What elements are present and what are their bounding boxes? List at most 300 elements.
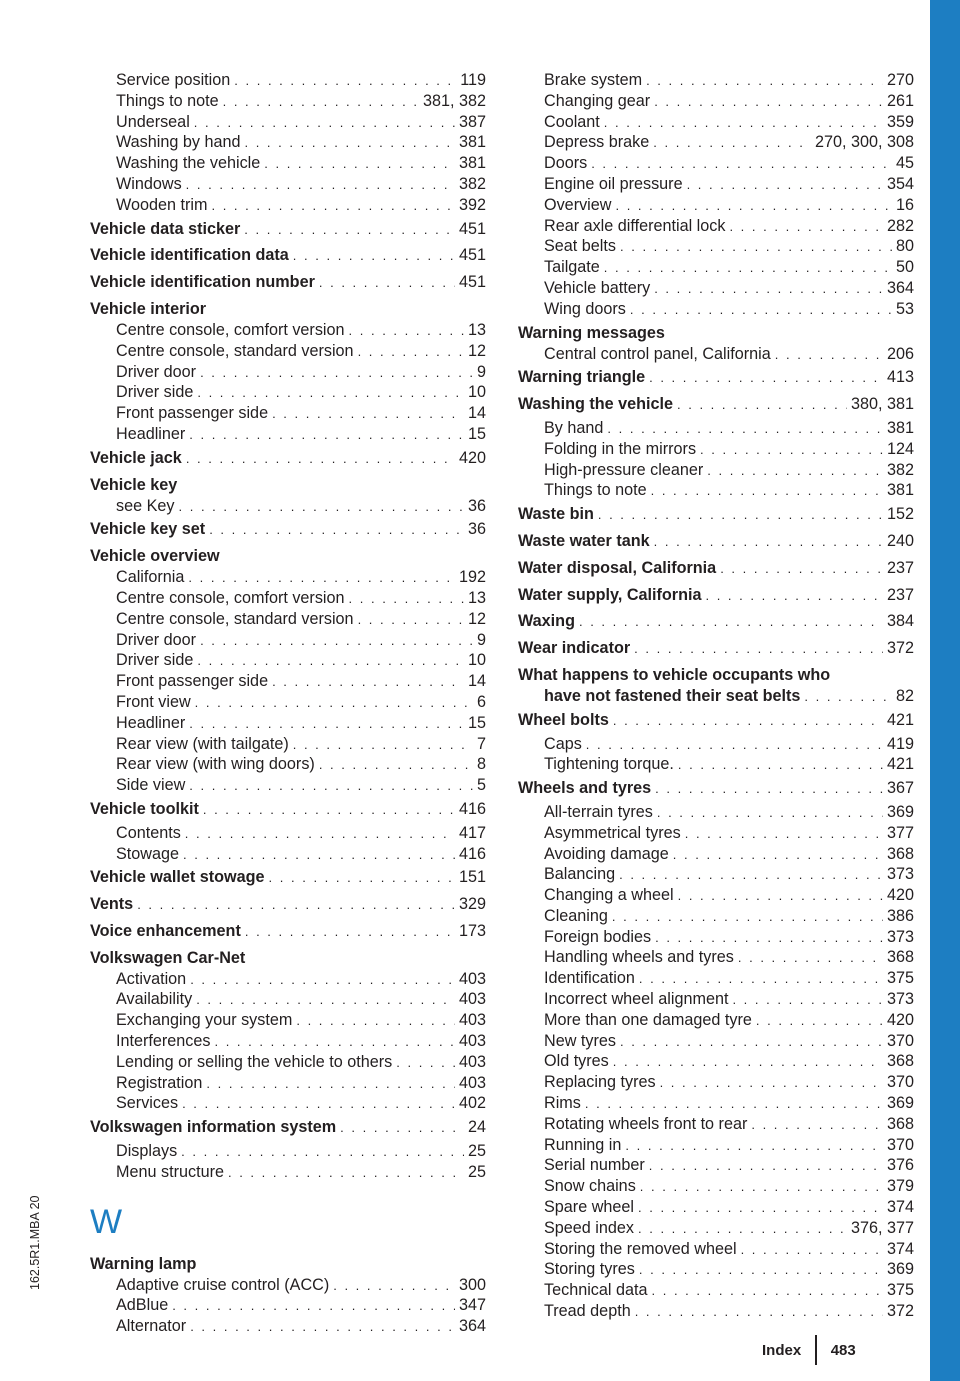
index-term: Exchanging your system bbox=[116, 1011, 293, 1030]
dot-leader bbox=[646, 71, 883, 91]
page-reference: 382 bbox=[458, 174, 486, 193]
index-subentry bbox=[90, 1295, 486, 1316]
index-term: Rear axle differential lock bbox=[544, 216, 726, 235]
index-term: Driver door bbox=[116, 630, 197, 649]
index-term: Changing a wheel bbox=[544, 886, 674, 905]
page-reference: 419 bbox=[886, 734, 914, 753]
index-subentry bbox=[518, 299, 914, 320]
page-reference: 387 bbox=[458, 112, 486, 131]
dot-leader bbox=[634, 639, 883, 660]
page-reference: 25 bbox=[467, 1142, 486, 1161]
dot-leader bbox=[655, 779, 883, 800]
page-reference: 413 bbox=[886, 368, 914, 387]
page-reference: 36 bbox=[467, 520, 486, 539]
index-subentry bbox=[518, 927, 914, 948]
dot-leader bbox=[660, 1073, 883, 1093]
index-subentry bbox=[90, 1093, 486, 1114]
index-term: Service position bbox=[116, 71, 231, 89]
page-reference: 25 bbox=[467, 1162, 486, 1181]
page-number: 483 bbox=[830, 1341, 856, 1359]
index-subentry bbox=[90, 775, 486, 796]
index-term: Depress brake bbox=[544, 133, 650, 152]
page-reference: 451 bbox=[458, 273, 486, 292]
index-subentry bbox=[518, 1135, 914, 1156]
dot-leader bbox=[620, 1032, 883, 1052]
dot-leader bbox=[186, 449, 455, 470]
page-reference: 451 bbox=[458, 219, 486, 238]
index-term: Centre console, standard version bbox=[116, 609, 354, 628]
page-reference: 173 bbox=[458, 921, 486, 940]
index-subentry bbox=[90, 153, 486, 174]
page-reference: 375 bbox=[886, 969, 914, 988]
index-subentry bbox=[518, 1197, 914, 1218]
index-subentry bbox=[90, 362, 486, 383]
dot-leader bbox=[209, 520, 464, 541]
index-entry bbox=[518, 707, 914, 734]
index-term: Registration bbox=[116, 1073, 203, 1092]
dot-leader bbox=[654, 279, 883, 299]
index-term: Headliner bbox=[116, 713, 186, 732]
page-reference: 384 bbox=[886, 612, 914, 631]
dot-leader bbox=[673, 845, 883, 865]
dot-leader bbox=[197, 383, 464, 403]
index-term: Availability bbox=[116, 990, 193, 1009]
index-term: Serial number bbox=[544, 1156, 645, 1175]
page-reference: 421 bbox=[886, 755, 914, 774]
index-term: Washing the vehicle bbox=[518, 395, 674, 414]
index-term: Vents bbox=[90, 895, 134, 914]
index-term: All-terrain tyres bbox=[544, 802, 653, 821]
index-entry bbox=[518, 555, 914, 582]
page-reference: 15 bbox=[467, 713, 486, 732]
page-reference: 364 bbox=[458, 1317, 486, 1336]
index-heading: Warning lamp bbox=[90, 1254, 197, 1273]
index-entry bbox=[90, 1114, 486, 1141]
page-reference: 5 bbox=[476, 776, 486, 795]
page-reference: 376, 377 bbox=[850, 1218, 914, 1237]
index-term: Balancing bbox=[544, 865, 616, 884]
dot-leader bbox=[189, 425, 464, 445]
index-heading: Vehicle key bbox=[90, 475, 178, 494]
index-term: Stowage bbox=[116, 844, 179, 863]
index-subentry bbox=[518, 1259, 914, 1280]
page-reference: 368 bbox=[886, 948, 914, 967]
dot-leader bbox=[613, 1052, 883, 1072]
page-reference: 370 bbox=[886, 1073, 914, 1092]
index-subentry bbox=[518, 802, 914, 823]
dot-leader bbox=[188, 568, 455, 588]
index-subentry bbox=[90, 734, 486, 755]
index-term: Seat belts bbox=[544, 237, 616, 256]
index-subentry bbox=[518, 906, 914, 927]
dot-leader bbox=[625, 1136, 883, 1156]
page-reference: 373 bbox=[886, 927, 914, 946]
index-term: Lending or selling the vehicle to others bbox=[116, 1052, 393, 1071]
dot-leader bbox=[340, 1118, 464, 1139]
dot-leader bbox=[653, 133, 811, 153]
index-term: Alternator bbox=[116, 1317, 187, 1336]
page-reference: 403 bbox=[458, 990, 486, 1009]
index-entry bbox=[518, 775, 914, 802]
page-reference: 379 bbox=[886, 1177, 914, 1196]
dot-leader bbox=[687, 175, 883, 195]
index-subentry bbox=[518, 823, 914, 844]
index-subentry bbox=[90, 844, 486, 865]
index-term: Folding in the mirrors bbox=[544, 439, 697, 458]
index-term: Vehicle jack bbox=[90, 448, 182, 467]
dot-leader bbox=[319, 273, 455, 294]
index-subentry bbox=[518, 864, 914, 885]
index-term: Voice enhancement bbox=[90, 921, 241, 940]
dot-leader bbox=[732, 990, 883, 1010]
dot-leader bbox=[197, 651, 464, 671]
dot-leader bbox=[179, 497, 464, 517]
index-subentry bbox=[518, 236, 914, 257]
page-reference: 392 bbox=[458, 195, 486, 214]
dot-leader bbox=[615, 196, 892, 216]
index-term-line1: What happens to vehicle occupants who bbox=[518, 665, 831, 684]
index-term: Centre console, standard version bbox=[116, 341, 354, 360]
dot-leader bbox=[244, 220, 455, 241]
page-reference: 369 bbox=[886, 1260, 914, 1279]
index-term: Underseal bbox=[116, 112, 190, 131]
index-term: AdBlue bbox=[116, 1296, 169, 1315]
dot-leader bbox=[620, 237, 892, 257]
index-subentry bbox=[518, 257, 914, 278]
index-term: Vehicle wallet stowage bbox=[90, 868, 265, 887]
dot-leader bbox=[677, 395, 847, 416]
page-reference: 45 bbox=[895, 154, 914, 173]
dot-leader bbox=[244, 133, 455, 153]
page-reference: 329 bbox=[458, 895, 486, 914]
page-reference: 416 bbox=[458, 799, 486, 818]
index-term: Rear view (with tailgate) bbox=[116, 734, 289, 753]
index-entry bbox=[518, 635, 914, 662]
index-subentry bbox=[90, 969, 486, 990]
dot-leader bbox=[333, 1276, 455, 1296]
index-subentry bbox=[90, 496, 486, 517]
dot-leader bbox=[181, 1142, 464, 1162]
index-subentry bbox=[90, 174, 486, 195]
index-subentry bbox=[518, 112, 914, 133]
index-subentry bbox=[518, 1280, 914, 1301]
page-reference: 421 bbox=[886, 710, 914, 729]
page-reference: 375 bbox=[886, 1281, 914, 1300]
dot-leader bbox=[654, 532, 883, 553]
dot-leader bbox=[613, 711, 883, 732]
dot-leader bbox=[186, 175, 455, 195]
index-term: Tread depth bbox=[544, 1302, 631, 1321]
dot-leader bbox=[358, 342, 464, 362]
index-term: Things to note bbox=[116, 91, 219, 110]
index-subentry bbox=[90, 424, 486, 445]
page-reference: 416 bbox=[458, 844, 486, 863]
index-entry bbox=[90, 918, 486, 945]
index-term: Warning triangle bbox=[518, 368, 646, 387]
index-term: New tyres bbox=[544, 1031, 616, 1050]
index-subentry bbox=[518, 195, 914, 216]
index-term: Menu structure bbox=[116, 1162, 224, 1181]
dot-leader bbox=[612, 907, 883, 927]
index-subentry bbox=[90, 567, 486, 588]
index-term: Handling wheels and tyres bbox=[544, 948, 734, 967]
index-column-left bbox=[90, 70, 486, 1337]
page-reference: 370 bbox=[886, 1135, 914, 1154]
index-term: Vehicle battery bbox=[544, 278, 651, 297]
index-heading: Volkswagen Car-Net bbox=[90, 948, 246, 967]
index-term: Wooden trim bbox=[116, 195, 208, 214]
page-reference: 6 bbox=[476, 692, 486, 711]
index-term: Waste water tank bbox=[518, 531, 650, 550]
index-term: Volkswagen information system bbox=[90, 1118, 337, 1137]
page-reference: 12 bbox=[467, 609, 486, 628]
index-entry bbox=[90, 864, 486, 891]
index-subentry bbox=[90, 1052, 486, 1073]
dot-leader bbox=[705, 586, 883, 607]
index-term: Vehicle key set bbox=[90, 520, 206, 539]
index-term: Replacing tyres bbox=[544, 1073, 656, 1092]
index-subentry bbox=[518, 1010, 914, 1031]
index-subentry bbox=[90, 630, 486, 651]
index-term: Central control panel, California bbox=[544, 344, 771, 363]
index-term: Headliner bbox=[116, 424, 186, 443]
index-term: Storing tyres bbox=[544, 1260, 635, 1279]
dot-leader bbox=[775, 345, 883, 365]
page-reference: 403 bbox=[458, 1032, 486, 1051]
page-reference: 237 bbox=[886, 558, 914, 577]
page-reference: 370 bbox=[886, 1031, 914, 1050]
index-subentry bbox=[518, 1155, 914, 1176]
index-subentry bbox=[518, 1051, 914, 1072]
index-entry bbox=[90, 445, 486, 472]
page-reference: 403 bbox=[458, 969, 486, 988]
page-reference: 13 bbox=[467, 588, 486, 607]
index-term: Old tyres bbox=[544, 1052, 609, 1071]
index-term: Running in bbox=[544, 1135, 622, 1154]
page-reference: 381 bbox=[458, 154, 486, 173]
page-reference: 8 bbox=[476, 755, 486, 774]
page-reference: 10 bbox=[467, 383, 486, 402]
index-term: Engine oil pressure bbox=[544, 174, 683, 193]
index-term: Side view bbox=[116, 776, 186, 795]
index-subentry bbox=[518, 132, 914, 153]
index-term: Foreign bodies bbox=[544, 927, 652, 946]
index-term: Rims bbox=[544, 1094, 581, 1113]
page-reference: 372 bbox=[886, 1302, 914, 1321]
page-reference: 382 bbox=[886, 460, 914, 479]
page-reference: 354 bbox=[886, 174, 914, 193]
page-reference: 7 bbox=[476, 734, 486, 753]
page-reference: 451 bbox=[458, 246, 486, 265]
page-reference: 368 bbox=[886, 1052, 914, 1071]
index-term: Contents bbox=[116, 823, 181, 842]
index-entry bbox=[518, 608, 914, 635]
index-term: More than one damaged tyre bbox=[544, 1010, 752, 1029]
dot-leader bbox=[635, 1302, 883, 1322]
index-term: Front view bbox=[116, 692, 191, 711]
page-reference: 240 bbox=[886, 531, 914, 550]
index-term: Rotating wheels front to rear bbox=[544, 1114, 748, 1133]
index-subentry bbox=[90, 1316, 486, 1337]
index-subentry bbox=[90, 989, 486, 1010]
page-reference: 420 bbox=[886, 1010, 914, 1029]
index-subentry bbox=[518, 174, 914, 195]
index-subentry bbox=[518, 439, 914, 460]
dot-leader bbox=[190, 1317, 455, 1337]
footer-divider bbox=[815, 1335, 817, 1365]
index-term: Wing doors bbox=[544, 299, 626, 318]
page-reference: 9 bbox=[476, 630, 486, 649]
index-subentry bbox=[518, 1176, 914, 1197]
dot-leader bbox=[751, 1115, 883, 1135]
dot-leader bbox=[652, 1281, 883, 1301]
index-entry bbox=[90, 242, 486, 269]
page-reference: 270, 300, 308 bbox=[814, 133, 914, 152]
index-subentry bbox=[518, 844, 914, 865]
index-term: have not fastened their seat belts bbox=[544, 686, 801, 705]
page-reference: 119 bbox=[460, 71, 486, 89]
index-subentry bbox=[518, 460, 914, 481]
page-reference: 368 bbox=[886, 844, 914, 863]
index-subentry bbox=[518, 734, 914, 755]
page-reference: 376 bbox=[886, 1156, 914, 1175]
dot-leader bbox=[200, 631, 473, 651]
dot-leader bbox=[319, 755, 473, 775]
index-heading: Warning messages bbox=[518, 323, 665, 342]
page-reference: 420 bbox=[886, 886, 914, 905]
index-subentry bbox=[518, 418, 914, 439]
page-reference: 36 bbox=[467, 496, 486, 515]
page-reference: 206 bbox=[886, 344, 914, 363]
page-reference: 381 bbox=[458, 133, 486, 152]
dot-leader bbox=[358, 610, 464, 630]
page-reference: 368 bbox=[886, 1114, 914, 1133]
dot-leader bbox=[183, 845, 455, 865]
dot-leader bbox=[203, 800, 455, 821]
dot-leader bbox=[586, 735, 883, 755]
section-letter: W bbox=[90, 1202, 123, 1241]
index-term: Waxing bbox=[518, 612, 575, 631]
index-subentry bbox=[90, 671, 486, 692]
dot-leader bbox=[707, 461, 883, 481]
page-reference: 15 bbox=[467, 424, 486, 443]
page-reference: 403 bbox=[458, 1011, 486, 1030]
page-reference: 13 bbox=[467, 320, 486, 339]
index-term: Driver side bbox=[116, 383, 194, 402]
dot-leader bbox=[200, 363, 473, 383]
index-term: Water disposal, California bbox=[518, 558, 717, 577]
dot-leader bbox=[189, 776, 473, 796]
index-subentry bbox=[90, 754, 486, 775]
dot-leader bbox=[720, 559, 883, 580]
dot-leader bbox=[579, 612, 883, 633]
index-subentry bbox=[90, 320, 486, 341]
index-subentry bbox=[518, 1093, 914, 1114]
dot-leader bbox=[269, 868, 455, 889]
dot-leader bbox=[585, 1094, 883, 1114]
page-reference: 364 bbox=[886, 278, 914, 297]
index-subentry bbox=[90, 1141, 486, 1162]
index-term: Coolant bbox=[544, 112, 600, 131]
index-entry bbox=[518, 582, 914, 609]
index-term: Doors bbox=[544, 154, 588, 173]
index-term: Speed index bbox=[544, 1218, 635, 1237]
page-reference: 12 bbox=[467, 341, 486, 360]
dot-leader bbox=[264, 154, 455, 174]
index-term: California bbox=[116, 568, 185, 587]
index-subentry bbox=[90, 609, 486, 630]
dot-leader bbox=[619, 865, 883, 885]
index-subentry bbox=[518, 70, 914, 91]
index-term: Adaptive cruise control (ACC) bbox=[116, 1275, 330, 1294]
dot-leader bbox=[245, 922, 455, 943]
dot-leader bbox=[639, 1260, 883, 1280]
dot-leader bbox=[604, 113, 883, 133]
index-entry bbox=[518, 528, 914, 555]
index-subentry bbox=[518, 989, 914, 1010]
index-entry bbox=[90, 269, 486, 296]
page-reference: 347 bbox=[458, 1296, 486, 1315]
page-reference: 386 bbox=[886, 906, 914, 925]
page-reference: 381, 382 bbox=[422, 91, 486, 110]
page-reference: 124 bbox=[886, 439, 914, 458]
page-reference: 261 bbox=[886, 91, 914, 110]
dot-leader bbox=[598, 505, 883, 526]
page-reference: 380, 381 bbox=[850, 395, 914, 414]
dot-leader bbox=[651, 481, 883, 501]
dot-leader bbox=[591, 154, 892, 174]
dot-leader bbox=[137, 895, 455, 916]
index-term: Storing the removed wheel bbox=[544, 1239, 737, 1258]
dot-leader bbox=[182, 1094, 455, 1114]
index-subentry bbox=[90, 1031, 486, 1052]
page-reference: 80 bbox=[895, 237, 914, 256]
page-reference: 403 bbox=[458, 1052, 486, 1071]
dot-leader bbox=[349, 321, 464, 341]
index-subentry bbox=[90, 382, 486, 403]
dot-leader bbox=[638, 1219, 847, 1239]
dot-leader bbox=[190, 970, 455, 990]
index-subentry bbox=[90, 195, 486, 216]
index-subentry bbox=[518, 216, 914, 237]
page-reference: 374 bbox=[886, 1198, 914, 1217]
page-reference: 373 bbox=[886, 990, 914, 1009]
page-reference: 359 bbox=[886, 112, 914, 131]
dot-leader bbox=[657, 803, 883, 823]
index-subentry bbox=[90, 588, 486, 609]
index-term: Water supply, California bbox=[518, 585, 702, 604]
dot-leader bbox=[189, 714, 464, 734]
index-term: Snow chains bbox=[544, 1177, 636, 1196]
index-subentry bbox=[90, 713, 486, 734]
page-reference: 417 bbox=[458, 823, 486, 842]
index-term: Caps bbox=[544, 734, 582, 753]
page-reference: 53 bbox=[895, 299, 914, 318]
page-reference: 82 bbox=[895, 686, 914, 705]
index-term: Interferences bbox=[116, 1032, 211, 1051]
index-term: Vehicle identification data bbox=[90, 246, 289, 265]
dot-leader bbox=[228, 1163, 464, 1183]
index-subentry bbox=[90, 341, 486, 362]
page-reference: 381 bbox=[886, 481, 914, 500]
index-subentry bbox=[90, 112, 486, 133]
dot-leader bbox=[293, 246, 455, 267]
page-reference: 374 bbox=[886, 1239, 914, 1258]
index-entry bbox=[90, 516, 486, 543]
page-reference: 192 bbox=[458, 568, 486, 587]
index-entry bbox=[518, 364, 914, 391]
index-term: Tailgate bbox=[544, 258, 600, 277]
